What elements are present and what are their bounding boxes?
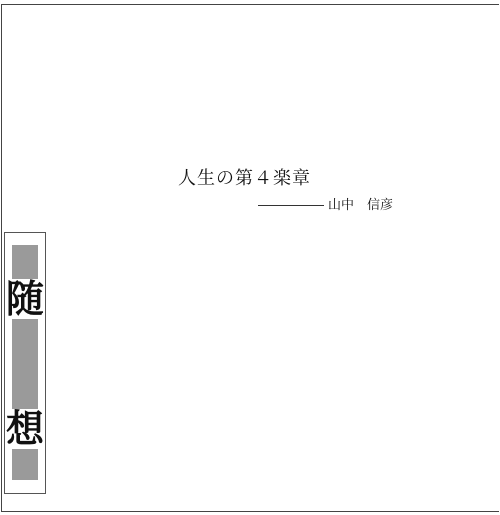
category-char-1: 随 [5, 276, 44, 321]
byline-dash [258, 205, 324, 206]
category-label [4, 232, 46, 494]
frame-top [1, 4, 499, 5]
frame-left [1, 4, 2, 512]
author-byline [258, 194, 393, 213]
author-name: 山中 信彦 [328, 198, 394, 213]
essay-title: 人生の第４楽章 [178, 168, 311, 189]
category-char-2: 想 [5, 406, 44, 451]
frame-bottom [1, 511, 499, 512]
